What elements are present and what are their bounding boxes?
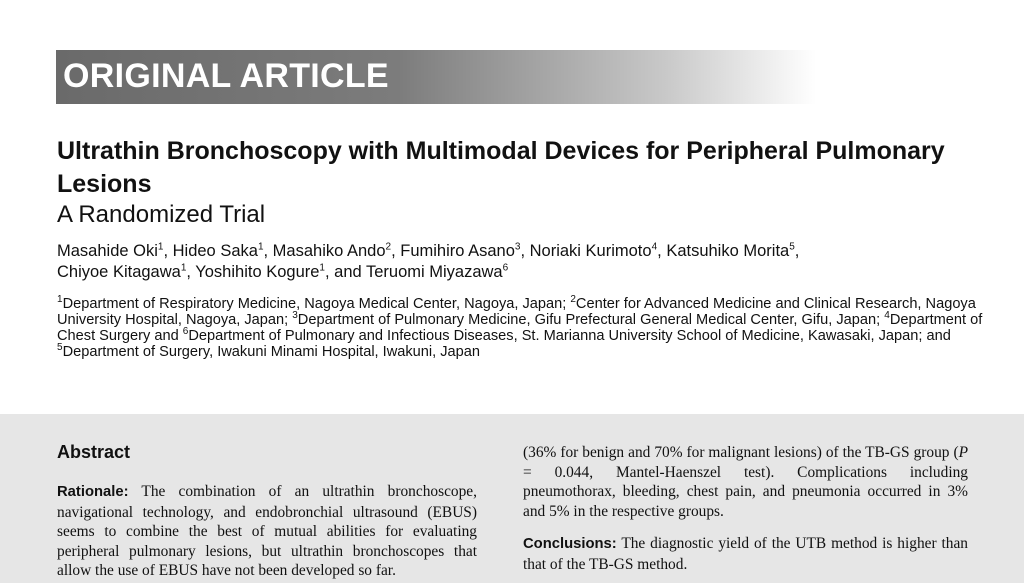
results-paragraph: (36% for benign and 70% for malignant lesions) of the TB-GS group (P = 0.044, Mantel-Haenszel test). Complications including pneumothorax, bleeding, chest pain, and pneumonia occurred in 3% and 5% in the respective groups. (523, 444, 968, 520)
affiliations (57, 296, 987, 360)
author: Teruomi Miyazawa$^6$ (365, 262, 509, 281)
rationale-label: Rationale: (57, 484, 129, 500)
abstract-left-column (57, 482, 477, 581)
author: Katsuhiko Morita$^5$ (666, 241, 795, 260)
author: Chiyoe Kitagawa$^1$ (57, 262, 187, 281)
author: Noriaki Kurimoto$^4$ (529, 241, 658, 260)
conclusions-text: The diagnostic yield of the UTB method is higher than that of the TB-GS method. (523, 535, 968, 573)
affiliation-marker: 2 (570, 294, 576, 306)
article-title: Ultrathin Bronchoscopy with Multimodal Devices for Peripheral Pulmonary Lesions (57, 137, 945, 198)
author-list: Masahide Oki$^1$, Hideo Saka$^1$, Masahiko Ando$^2$, Fumihiro Asano$^3$, Noriaki Kurimoto$^4$, Katsuhiko Morita$^5$, Chiyoe Kitagawa$^1$, Yoshihito Kogure$^1$, and Teruomi Miyazawa$^6$ (57, 241, 800, 281)
author: Yoshihito Kogure$^1$ (195, 262, 325, 281)
affiliation-marker: 6 (182, 326, 189, 338)
conclusions-label: Conclusions: (523, 536, 617, 553)
author: Masahiko Ando$^2$ (272, 241, 392, 260)
affiliation: Center for Advanced Medicine and Clinical Research, Nagoya University Hospital, Nagoya, Japan; (57, 296, 976, 328)
affiliation-marker: 1 (57, 294, 63, 306)
affiliation: Department of Pulmonary Medicine, Gifu Prefectural General Medical Center, Gifu, Japan; (297, 312, 885, 328)
article-type-label: ORIGINAL ARTICLE (63, 57, 389, 95)
article-subtitle: A Randomized Trial (57, 201, 266, 228)
affiliation: Department of Pulmonary and Infectious Diseases, St. Marianna University School of Medicine, Kawasaki, Japan; and (188, 328, 951, 344)
rationale-text: The combination of an ultrathin bronchoscope, navigational technology, and endobronchial ultrasound (EBUS) seems to combine the best of mutual abilities for evaluating peripheral pulmonary lesions, but ultrathin bronchoscopes that allow the use of EBUS have not been developed so far. (57, 483, 477, 580)
author: Masahide Oki$^1$ (57, 241, 164, 260)
affiliation: Department of Respiratory Medicine, Nagoya Medical Center, Nagoya, Japan; (62, 296, 571, 312)
affiliation-marker: 5 (57, 342, 63, 354)
author: Hideo Saka$^1$ (172, 241, 264, 260)
abstract-right-column (523, 443, 968, 575)
conclusions-paragraph (523, 534, 968, 574)
affiliation-marker: 4 (884, 310, 890, 322)
affiliation-marker: 3 (292, 310, 298, 322)
affiliation: Department of Chest Surgery and (57, 312, 983, 344)
abstract-heading: Abstract (57, 442, 131, 462)
affiliation: Department of Surgery, Iwakuni Minami Hospital, Iwakuni, Japan (62, 344, 481, 360)
author: Fumihiro Asano$^3$ (400, 241, 521, 260)
article-type-banner (56, 50, 816, 104)
